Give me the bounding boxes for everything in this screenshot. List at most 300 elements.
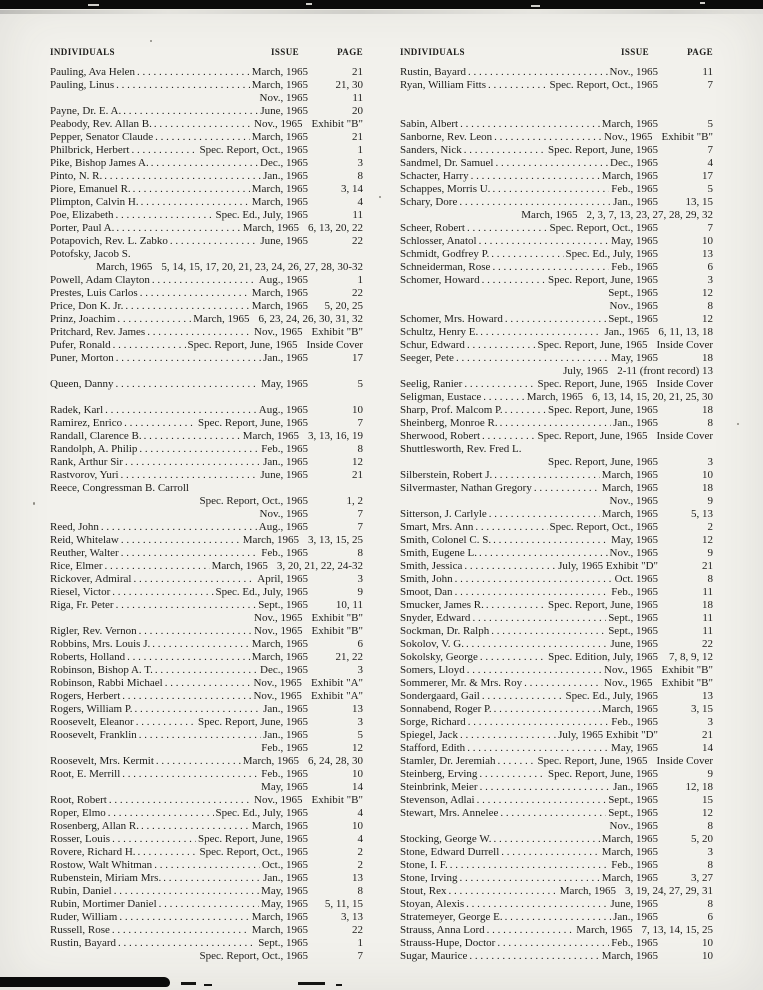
index-column-right	[400, 46, 713, 963]
index-row	[50, 781, 363, 794]
entry-pages: Inside Cover	[656, 755, 713, 767]
row-gap	[400, 105, 713, 118]
entry-issue: Nov., 1965	[259, 508, 308, 520]
entry-name: Schacter, Harry	[400, 170, 469, 182]
index-row	[50, 456, 363, 469]
entry-issue: March, 1965	[601, 170, 658, 182]
leader-dots	[121, 469, 259, 482]
entry-name: Philbrick, Herbert	[50, 144, 130, 156]
index-row	[50, 404, 363, 417]
leader-dots	[151, 157, 258, 170]
entry-name: Seelig, Ranier	[400, 378, 463, 390]
leader-dots	[147, 326, 252, 339]
entry-issue: July, 1965 Exhibit "D"	[558, 729, 658, 741]
entry-pages: 4	[357, 196, 363, 208]
index-row	[400, 729, 713, 742]
row-gap	[50, 365, 363, 378]
leader-dots	[105, 404, 257, 417]
leader-dots	[170, 235, 259, 248]
entry-issue: June, 1965	[610, 638, 658, 650]
entry-name: Sanborne, Rev. Leon	[400, 131, 493, 143]
entry-name: Pinto, N. R.	[50, 170, 103, 182]
index-row	[400, 950, 713, 963]
entry-name: Sokolov, V. G.	[400, 638, 464, 650]
entry-pages: 10	[702, 937, 713, 949]
entry-issue: May, 1965	[611, 352, 658, 364]
entry-issue: March, 1965	[251, 300, 308, 312]
index-row	[400, 365, 713, 378]
entry-issue: Dec., 1965	[260, 157, 308, 169]
index-row	[50, 911, 363, 924]
index-row	[50, 469, 363, 482]
leader-dots	[133, 183, 250, 196]
entry-name: Sheinberg, Monroe R.	[400, 417, 498, 429]
entry-name: Stratemeyer, George E.	[400, 911, 503, 923]
entry-issue: June, 1965	[610, 898, 658, 910]
entry-pages: 8	[357, 443, 363, 455]
leader-dots	[131, 144, 197, 157]
index-row	[400, 508, 713, 521]
entry-issue: March, 1965	[251, 651, 308, 663]
scan-speck	[700, 2, 705, 4]
entry-issue: March, 1965	[251, 66, 308, 78]
entry-pages: 7	[707, 79, 713, 91]
index-row	[400, 859, 713, 872]
entry-pages: 4	[357, 833, 363, 845]
entry-pages: 7	[357, 417, 363, 429]
leader-dots	[460, 729, 556, 742]
entry-pages: 6	[357, 638, 363, 650]
scan-speck	[379, 196, 381, 198]
entry-issue: Sept., 1965	[608, 612, 658, 624]
index-row	[400, 274, 713, 287]
entry-name: Rice, Elmer	[50, 560, 103, 572]
entry-name: Powell, Adam Clayton	[50, 274, 150, 286]
index-row	[50, 222, 363, 235]
entry-name: Strauss-Hupe, Doctor	[400, 937, 496, 949]
entry-name: Sanders, Nick	[400, 144, 462, 156]
index-row	[400, 144, 713, 157]
leader-dots	[108, 807, 214, 820]
index-row	[400, 482, 713, 495]
entry-pages: 8	[707, 573, 713, 585]
entry-pages: 7, 13, 14, 15, 25	[641, 924, 713, 936]
entry-pages: 8	[357, 170, 363, 182]
entry-issue: March, 1965	[251, 183, 308, 195]
entry-issue: Nov., 1965	[254, 118, 303, 130]
entry-pages: 7	[707, 144, 713, 156]
index-row	[400, 352, 713, 365]
index-row	[400, 937, 713, 950]
scan-speck	[33, 502, 35, 505]
entry-name: Schomer, Howard	[400, 274, 480, 286]
entry-pages: 11	[702, 612, 713, 624]
entry-pages: 13	[352, 872, 363, 884]
index-row	[50, 885, 363, 898]
index-row	[50, 248, 363, 261]
entry-name: Riesel, Victor	[50, 586, 111, 598]
entry-pages: 21	[352, 469, 363, 481]
entry-pages: 5, 11, 15	[324, 898, 363, 910]
entry-pages: 22	[352, 235, 363, 247]
leader-dots	[137, 66, 250, 79]
entry-issue: March, 1965	[242, 222, 299, 234]
leader-dots	[117, 313, 191, 326]
entry-name: Robbins, Mrs. Louis J.	[50, 638, 151, 650]
entry-pages: Exhibit "B"	[311, 794, 363, 806]
index-row	[50, 417, 363, 430]
entry-pages: 17	[702, 170, 713, 182]
leader-dots	[467, 339, 536, 352]
entry-name: Smith, Jessica	[400, 560, 463, 572]
entry-pages: 6	[707, 261, 713, 273]
entry-issue: Jan., 1965	[263, 456, 308, 468]
entry-name: Rastvorov, Yuri	[50, 469, 119, 481]
entry-issue: Sept., 1965	[608, 794, 658, 806]
entry-pages: Inside Cover	[656, 430, 713, 442]
index-row	[400, 378, 713, 391]
entry-name: Stone, Edward Durrell	[400, 846, 500, 858]
entry-pages: 3	[357, 664, 363, 676]
leader-dots	[482, 274, 546, 287]
entry-pages: 5, 14, 15, 17, 20, 21, 23, 24, 26, 27, 28, 30-32	[161, 261, 363, 273]
entry-issue: March, 1965	[601, 482, 658, 494]
entry-issue: Oct., 1965	[261, 859, 308, 871]
entry-issue: July, 1965	[563, 365, 609, 377]
index-row	[400, 677, 713, 690]
index-row	[50, 352, 363, 365]
entry-issue: Jan., 1965	[263, 729, 308, 741]
leader-dots	[479, 547, 608, 560]
entry-pages: 7, 8, 9, 12	[669, 651, 713, 663]
entry-pages: 2, 3, 7, 13, 23, 27, 28, 29, 32	[586, 209, 713, 221]
entry-name: Schappes, Morris U.	[400, 183, 491, 195]
entry-name: Pauling, Linus	[50, 79, 115, 91]
index-row	[400, 339, 713, 352]
leader-dots	[448, 885, 557, 898]
entry-name: Payne, Dr. E. A.	[50, 105, 122, 117]
entry-issue: Spec. Report, Oct., 1965	[549, 79, 658, 91]
index-row	[50, 846, 363, 859]
leader-dots	[121, 534, 241, 547]
column-header	[400, 46, 713, 58]
entry-name: Roosevelt, Eleanor	[50, 716, 134, 728]
entry-issue: March, 1965	[601, 469, 658, 481]
index-row	[400, 872, 713, 885]
entry-pages: 10	[702, 950, 713, 962]
row-gap	[400, 92, 713, 105]
index-row	[50, 105, 363, 118]
entry-issue: Jan., 1965	[604, 326, 650, 338]
entry-name: Strauss, Anna Lord	[400, 924, 485, 936]
entry-name: Peabody, Rev. Allan B.	[50, 118, 152, 130]
entry-pages: 22	[352, 287, 363, 299]
entry-pages: 8	[707, 859, 713, 871]
index-row	[50, 768, 363, 781]
index-column-left	[50, 46, 363, 963]
index-row	[50, 872, 363, 885]
entry-name: Ruder, William	[50, 911, 118, 923]
entry-name: Radek, Karl	[50, 404, 104, 416]
entry-issue: March, 1965	[242, 430, 299, 442]
leader-dots	[471, 170, 600, 183]
index-row	[50, 170, 363, 183]
entry-issue: March, 1965	[601, 872, 658, 884]
index-row	[50, 339, 363, 352]
entry-pages: 1	[357, 274, 363, 286]
entry-issue: March, 1965	[526, 391, 583, 403]
entry-issue: Nov., 1965	[609, 820, 658, 832]
entry-pages: 13	[352, 703, 363, 715]
scan-speck	[88, 4, 99, 6]
entry-pages: 13	[702, 690, 713, 702]
entry-name: Smoot, Dan	[400, 586, 453, 598]
entry-name: Rickover, Admiral	[50, 573, 132, 585]
index-row	[50, 703, 363, 716]
entry-pages: 3	[357, 716, 363, 728]
entry-name: Rigler, Rev. Vernon	[50, 625, 137, 637]
entry-issue: Nov., 1965	[609, 66, 658, 78]
entry-issue: March, 1965	[251, 911, 308, 923]
entry-issue: Spec. Report, Oct., 1965	[199, 495, 308, 507]
leader-dots	[116, 79, 250, 92]
entry-name: Rubin, Mortimer Daniel	[50, 898, 157, 910]
header-individuals: INDIVIDUALS	[50, 47, 115, 57]
entry-name: Sandmel, Dr. Samuel	[400, 157, 494, 169]
entry-pages: 10	[702, 469, 713, 481]
entry-pages: 10	[352, 768, 363, 780]
leader-dots	[483, 391, 525, 404]
entry-issue: Nov., 1965	[254, 612, 303, 624]
index-row	[400, 924, 713, 937]
leader-dots	[486, 599, 546, 612]
leader-dots	[155, 131, 250, 144]
entry-pages: 2	[357, 846, 363, 858]
entry-pages: 21	[702, 560, 713, 572]
leader-dots	[109, 794, 252, 807]
leader-dots	[156, 755, 241, 768]
entry-name: Seeger, Pete	[400, 352, 454, 364]
entry-pages: 22	[702, 638, 713, 650]
index-row	[400, 638, 713, 651]
entry-name: Somers, Lloyd	[400, 664, 465, 676]
entry-issue: May, 1965	[261, 378, 308, 390]
scan-artifact-top-smudge	[0, 10, 763, 14]
leader-dots	[494, 703, 600, 716]
entry-pages: 6, 24, 28, 30	[308, 755, 363, 767]
entry-issue: March, 1965	[242, 534, 299, 546]
index-row	[50, 92, 363, 105]
entry-issue: May, 1965	[611, 235, 658, 247]
entry-name: Schlosser, Anatol	[400, 235, 477, 247]
index-row	[400, 573, 713, 586]
entry-issue: Jan., 1965	[263, 703, 308, 715]
entry-name: Smucker, James R.	[400, 599, 484, 611]
leader-dots	[450, 859, 610, 872]
entry-issue: Nov., 1965	[609, 547, 658, 559]
entry-pages: 5, 20, 25	[324, 300, 363, 312]
entry-pages: 17	[352, 352, 363, 364]
index-row	[50, 547, 363, 560]
leader-dots	[133, 573, 255, 586]
column-header	[50, 46, 363, 58]
entry-issue: April, 1965	[257, 573, 308, 585]
entry-issue: Nov., 1965	[254, 794, 303, 806]
index-row	[400, 66, 713, 79]
index-row	[400, 820, 713, 833]
leader-dots	[119, 911, 249, 924]
index-row	[50, 638, 363, 651]
entry-pages: 5, 20	[691, 833, 713, 845]
scan-speck	[306, 3, 312, 5]
entry-pages: 12	[702, 534, 713, 546]
index-row	[50, 534, 363, 547]
entry-pages: 13, 15	[685, 196, 713, 208]
index-row	[50, 430, 363, 443]
entry-name: Rubenstein, Miriam Mrs.	[50, 872, 162, 884]
entry-name: Reece, Congressman B. Carroll	[50, 482, 189, 494]
entry-name: Smith, Eugene L.	[400, 547, 477, 559]
entry-issue: March, 1965	[601, 118, 658, 130]
entry-pages: 18	[702, 352, 713, 364]
entry-pages: 7	[357, 521, 363, 533]
entry-pages: 1	[357, 144, 363, 156]
entry-pages: 21	[702, 729, 713, 741]
index-row	[400, 547, 713, 560]
leader-dots	[152, 274, 257, 287]
entry-name: Stewart, Mrs. Annelee	[400, 807, 499, 819]
entry-issue: Sept., 1965	[608, 313, 658, 325]
leader-dots	[493, 534, 609, 547]
leader-dots	[123, 105, 258, 118]
entry-pages: 14	[352, 781, 363, 793]
index-row	[400, 534, 713, 547]
entry-pages: 10	[702, 235, 713, 247]
leader-dots	[165, 677, 252, 690]
index-row	[400, 79, 713, 92]
entry-pages: Exhibit "B"	[661, 677, 713, 689]
index-row	[50, 157, 363, 170]
entry-name: Pauling, Ava Helen	[50, 66, 136, 78]
leader-dots	[122, 690, 251, 703]
entry-issue: Jan., 1965	[613, 911, 658, 923]
entry-pages: 10	[352, 820, 363, 832]
entry-pages: 5	[357, 378, 363, 390]
entry-issue: Spec. Report, June, 1965	[548, 144, 658, 156]
index-row	[400, 443, 713, 456]
leader-dots	[534, 482, 600, 495]
entry-issue: March, 1965	[601, 508, 658, 520]
entry-pages: Exhibit "B"	[661, 131, 713, 143]
leader-dots	[124, 417, 196, 430]
entry-issue: Spec. Report, June, 1965	[537, 755, 648, 767]
entry-pages: 12	[702, 313, 713, 325]
leader-dots	[154, 859, 260, 872]
entry-issue: Feb., 1965	[611, 859, 658, 871]
entry-name: Rogers, William P.	[50, 703, 133, 715]
entry-name: Sabin, Albert	[400, 118, 459, 130]
leader-dots	[464, 560, 556, 573]
entry-issue: March, 1965	[251, 131, 308, 143]
entry-pages: 9	[707, 495, 713, 507]
leader-dots	[122, 768, 259, 781]
entry-issue: Feb., 1965	[261, 742, 308, 754]
leader-dots	[505, 313, 606, 326]
leader-dots	[455, 586, 610, 599]
scan-artifact-dash	[298, 982, 325, 985]
header-issue: ISSUE	[270, 47, 299, 57]
leader-dots	[104, 170, 261, 183]
index-row	[400, 560, 713, 573]
leader-dots	[121, 547, 260, 560]
entry-name: Stone, I. F.	[400, 859, 448, 871]
entry-name: Ramirez, Enrico	[50, 417, 123, 429]
index-row	[400, 170, 713, 183]
index-row	[50, 261, 363, 274]
index-row	[400, 118, 713, 131]
entry-pages: 1, 2	[346, 495, 363, 507]
entry-name: Poe, Elizabeth	[50, 209, 114, 221]
entry-issue: June, 1965	[260, 105, 308, 117]
leader-dots	[116, 352, 261, 365]
entry-issue: Jan., 1965	[613, 417, 658, 429]
entry-pages: 3	[357, 157, 363, 169]
entry-name: Porter, Paul A.	[50, 222, 115, 234]
entry-issue: Spec. Edition, July, 1965	[548, 651, 658, 663]
entry-issue: Aug., 1965	[258, 274, 308, 286]
entry-pages: 18	[702, 404, 713, 416]
entry-issue: Jan., 1965	[263, 872, 308, 884]
leader-dots	[491, 248, 563, 261]
entry-name: Puner, Morton	[50, 352, 114, 364]
leader-dots	[497, 937, 609, 950]
index-row	[400, 612, 713, 625]
index-row	[50, 807, 363, 820]
entry-issue: Feb., 1965	[611, 937, 658, 949]
entry-pages: 11	[352, 92, 363, 104]
entry-issue: Sept., 1965	[608, 807, 658, 819]
leader-dots	[154, 118, 252, 131]
entry-name: Ryan, William Fitts	[400, 79, 487, 91]
leader-dots	[460, 118, 600, 131]
entry-name: Piore, Emanuel R.	[50, 183, 131, 195]
entry-issue: Sept., 1965	[258, 599, 308, 611]
entry-issue: Spec. Report, June, 1965	[187, 339, 298, 351]
index-row	[400, 833, 713, 846]
entry-name: Pike, Bishop James A.	[50, 157, 149, 169]
entry-issue: Nov., 1965	[609, 300, 658, 312]
entry-name: Sockman, Dr. Ralph	[400, 625, 490, 637]
index-row	[50, 599, 363, 612]
index-row	[50, 716, 363, 729]
entry-name: Potapovich, Rev. L. Zabko	[50, 235, 168, 247]
entry-issue: Spec. Ed., July, 1965	[215, 209, 308, 221]
entry-name: Stocking, George W.	[400, 833, 492, 845]
entry-name: Stoyan, Alexis	[400, 898, 465, 910]
entry-name: Roper, Elmo	[50, 807, 106, 819]
entry-pages: 18	[702, 599, 713, 611]
entry-pages: 3	[707, 456, 713, 468]
entry-issue: Nov., 1965	[254, 625, 303, 637]
index-row	[50, 690, 363, 703]
index-row	[50, 820, 363, 833]
entry-name: Plimpton, Calvin H.	[50, 196, 139, 208]
entry-name: Rosser, Louis	[50, 833, 111, 845]
leader-dots	[152, 638, 250, 651]
entry-issue: Spec. Report, June, 1965	[548, 456, 658, 468]
leader-dots	[116, 378, 260, 391]
index-row	[50, 651, 363, 664]
